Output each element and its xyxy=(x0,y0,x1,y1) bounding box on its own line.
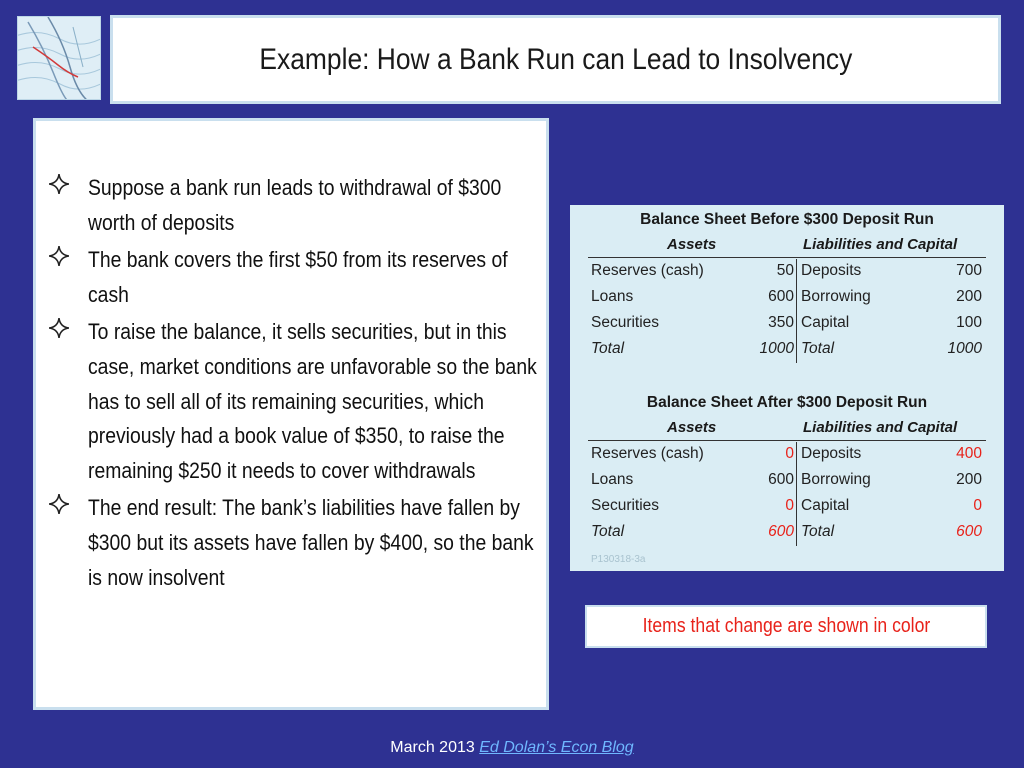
bullet-text: To raise the balance, it sells securities, but in this case, market conditions are unfavorable so the bank has to sell all of its remaining securities, which previously had a book value of $350, to raise the remaining $250 it needs to cover withdrawals xyxy=(88,319,537,483)
liability-value: 200 xyxy=(956,471,982,488)
bullet-text: Suppose a bank run leads to withdrawal of $300 worth of deposits xyxy=(88,175,502,235)
asset-label: Securities xyxy=(591,314,660,331)
liability-label: Capital xyxy=(801,314,850,331)
four-pointed-star-icon xyxy=(48,243,88,272)
liability-label: Borrowing xyxy=(801,471,871,488)
bullet-text: The end result: The bank’s liabilities have fallen by $300 but its assets have fallen by $400, so the bank is now insolvent xyxy=(88,495,534,590)
liabilities-header: Liabilities and Capital xyxy=(803,419,958,436)
asset-value: 600 xyxy=(768,288,794,305)
four-pointed-star-icon xyxy=(48,491,88,520)
liability-label: Deposits xyxy=(801,445,862,462)
asset-value: 50 xyxy=(776,262,794,279)
liability-total-value-changed: 600 xyxy=(956,523,982,540)
liability-value: 100 xyxy=(956,314,982,331)
asset-value-changed: 0 xyxy=(785,445,794,462)
asset-total-label: Total xyxy=(591,340,625,357)
color-note-text: Items that change are shown in color xyxy=(642,615,930,637)
figure-code: P130318-3a xyxy=(591,554,646,565)
footer xyxy=(0,739,1024,757)
liability-value-changed: 400 xyxy=(956,445,982,462)
bullet-item xyxy=(48,315,548,488)
assets-header: Assets xyxy=(667,236,717,253)
column-divider xyxy=(796,259,797,363)
column-divider xyxy=(796,442,797,546)
header-underline xyxy=(588,257,986,258)
asset-label: Reserves (cash) xyxy=(591,445,704,462)
asset-total-label: Total xyxy=(591,523,625,540)
asset-label: Securities xyxy=(591,497,660,514)
title-box xyxy=(110,15,1001,104)
asset-label: Loans xyxy=(591,471,634,488)
footer-date: March 2013 xyxy=(390,739,475,756)
liability-label: Capital xyxy=(801,497,850,514)
asset-value: 600 xyxy=(768,471,794,488)
liability-value: 200 xyxy=(956,288,982,305)
asset-value: 350 xyxy=(768,314,794,331)
liability-total-label: Total xyxy=(801,523,835,540)
content-box xyxy=(33,118,549,710)
logo-image xyxy=(17,16,101,100)
bullet-text: The bank covers the first $50 from its reserves of cash xyxy=(88,247,508,307)
color-note-box xyxy=(585,605,987,648)
header-underline xyxy=(588,440,986,441)
bullet-item xyxy=(48,243,548,312)
bullet-item xyxy=(48,171,548,240)
asset-value-changed: 0 xyxy=(785,497,794,514)
liability-total-value: 1000 xyxy=(947,340,982,357)
balance-sheet-before-title: Balance Sheet Before $300 Deposit Run xyxy=(640,211,934,228)
liabilities-header: Liabilities and Capital xyxy=(803,236,958,253)
bullet-item xyxy=(48,491,548,595)
balance-sheet-after-title: Balance Sheet After $300 Deposit Run xyxy=(646,394,928,411)
four-pointed-star-icon xyxy=(48,171,88,200)
asset-total-value: 1000 xyxy=(759,340,794,357)
balance-sheet-panel xyxy=(570,205,1004,571)
liability-value: 700 xyxy=(956,262,982,279)
liability-label: Deposits xyxy=(801,262,862,279)
footer-blog-link[interactable]: Ed Dolan’s Econ Blog xyxy=(479,739,634,756)
liability-label: Borrowing xyxy=(801,288,871,305)
liability-total-label: Total xyxy=(801,340,835,357)
four-pointed-star-icon xyxy=(48,315,88,344)
assets-header: Assets xyxy=(667,419,717,436)
asset-label: Reserves (cash) xyxy=(591,262,704,279)
wave-map-logo-icon xyxy=(18,17,101,100)
liability-value-changed: 0 xyxy=(973,497,982,514)
slide-title: Example: How a Bank Run can Lead to Insolvency xyxy=(259,42,852,76)
bullet-list xyxy=(48,171,548,598)
asset-total-value-changed: 600 xyxy=(768,523,794,540)
asset-label: Loans xyxy=(591,288,634,305)
